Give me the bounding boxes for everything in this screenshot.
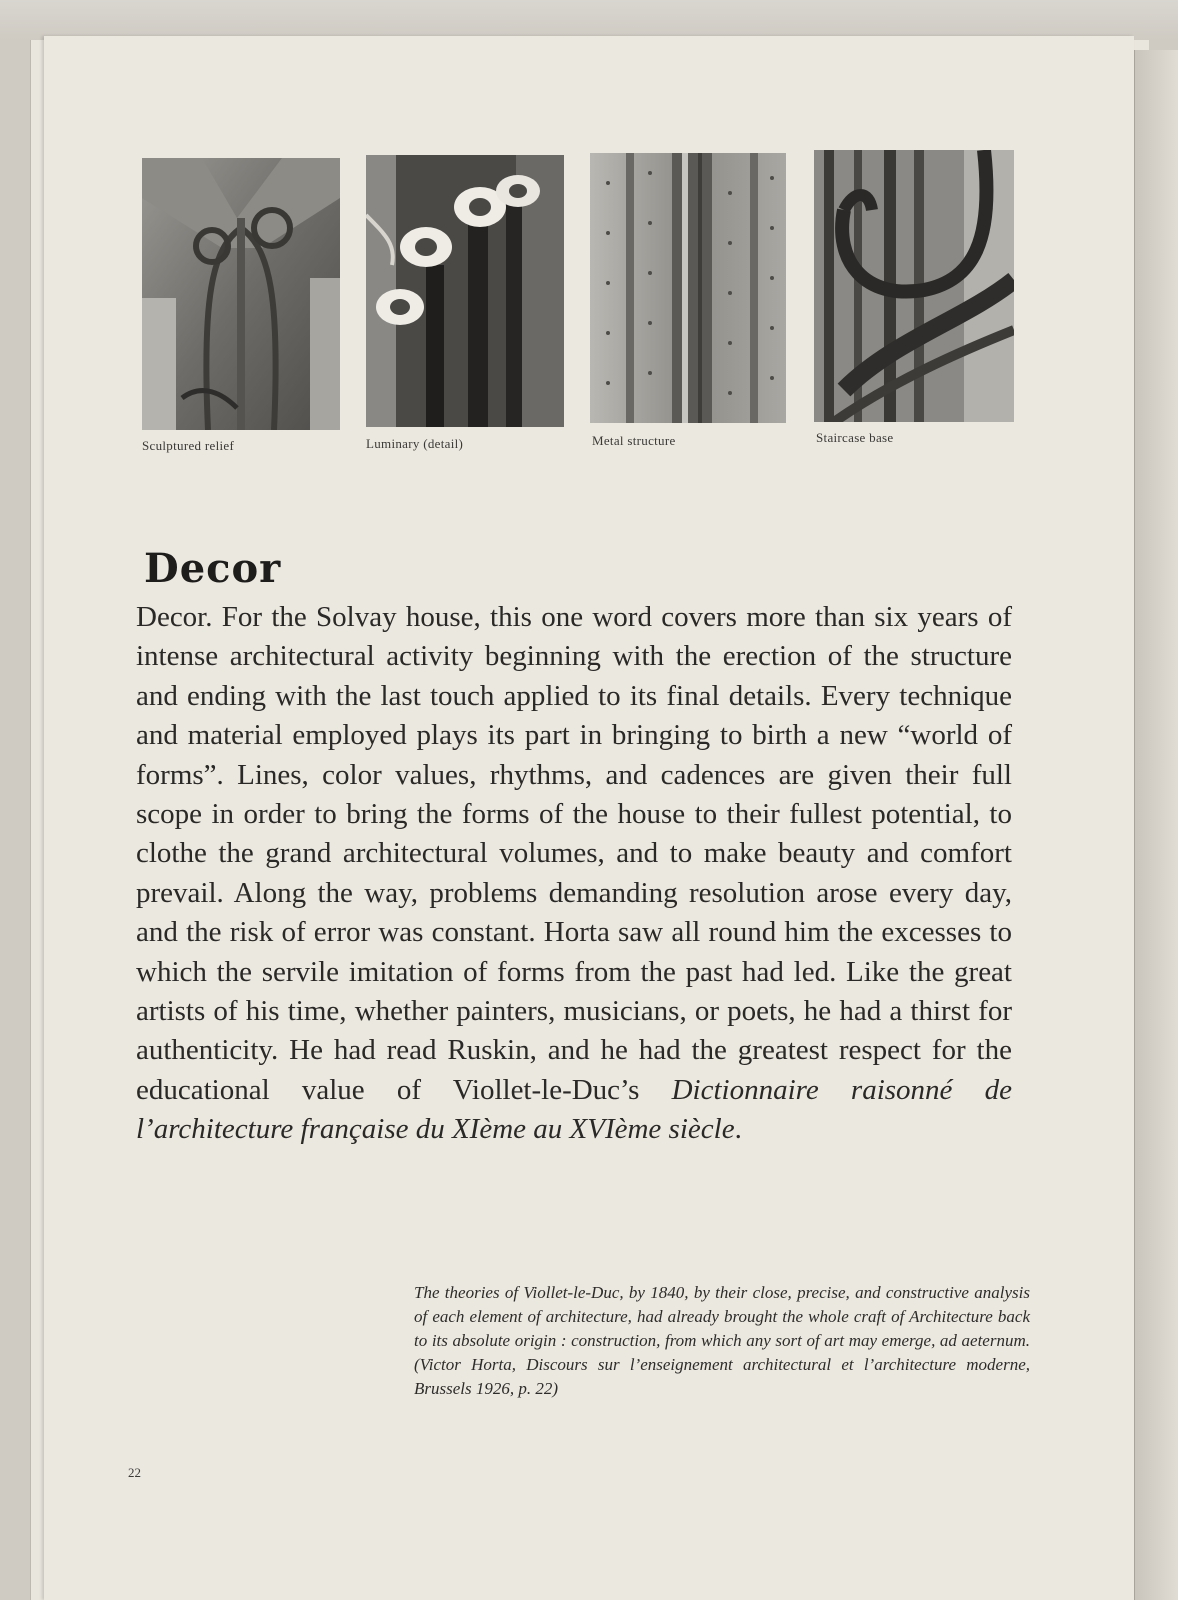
photo-staircase-base <box>814 150 1014 422</box>
horta-quote: The theories of Viollet-le-Duc, by 1840, by their close, precise, and constructive analysis of each element of architecture, had already brought the whole craft of Architecture back to its absolute origin : construction, from which any sort of art may emerge, ad aeternum. (Victor Horta, Discours sur l’enseignement architectural et l’architecture moderne, Brussels 1926, p. 22) <box>414 1283 1030 1398</box>
facing-page-edge <box>1134 50 1178 1600</box>
caption-metal-structure: Metal structure <box>592 433 676 448</box>
book-title: Dictionnaire raisonné de l’architecture française du XIème au XVIème siècle <box>136 1073 1013 1146</box>
caption-staircase-base: Staircase base <box>816 430 894 445</box>
body-paragraph <box>136 598 1012 1150</box>
body-main-text: Decor. For the Solvay house, this one word covers more than six years of intense architectural activity beginning with the erection of the structure and ending with the last touch applied to its final details. Every technique and material employed plays its part in bringing to birth a new “world of forms”. Lines, color values, rhythms, and cadences are given their full scope in order to bring the forms of the house to their fullest potential, to clothe the grand architectural volumes, and to make beauty and comfort prevail. Along the way, problems demanding resolution arose every day, and the risk of error was constant. Horta saw all round him the excesses to which the servile imitation of forms from the past had led. Like the great artists of his time, whether painters, musicians, or poets, he had a thirst for authenticity. He had read Ruskin, and he had the greatest respect for the educational value of Viollet-le-Duc’s <box>136 601 1012 1106</box>
caption-sculptured-relief: Sculptured relief <box>142 438 235 453</box>
photo-sculptured-relief <box>142 158 340 430</box>
photo-luminary-detail <box>366 155 564 427</box>
page-number: 22 <box>128 1465 141 1480</box>
caption-luminary-detail: Luminary (detail) <box>366 436 464 451</box>
backdrop <box>0 0 1178 40</box>
photo-metal-structure <box>590 153 786 423</box>
section-heading: Decor <box>144 545 282 592</box>
body-end: . <box>734 1113 742 1146</box>
